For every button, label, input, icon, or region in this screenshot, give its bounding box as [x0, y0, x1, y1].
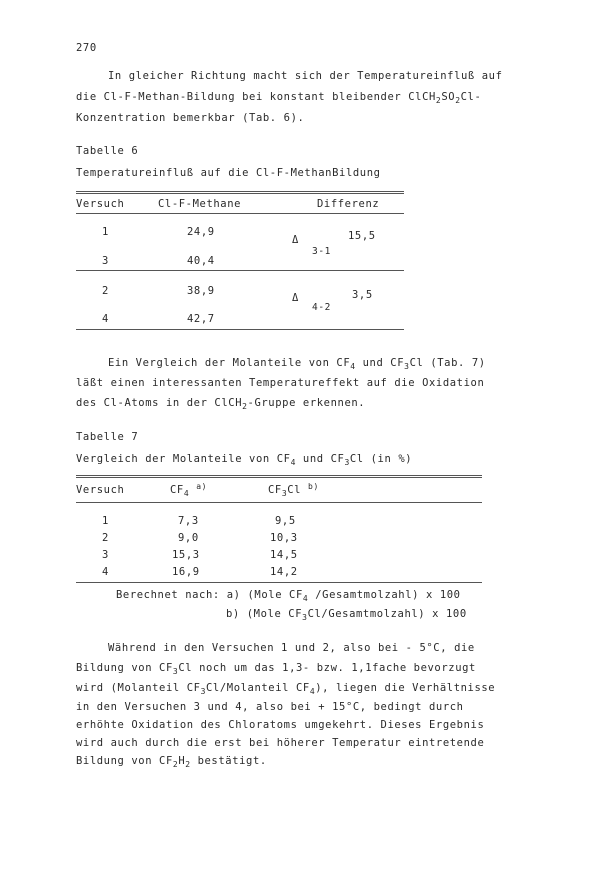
table6-row2-versuch: 3 — [102, 255, 109, 267]
table6-row4-versuch: 4 — [102, 313, 109, 325]
para3-line4: in den Versuchen 3 und 4, also bei + 15°C, bedingt durch — [76, 701, 464, 713]
table7-header-rule — [76, 502, 482, 503]
para3-line2: Bildung von $CF_3Cl$ noch um das 1,3- bzw. 1,1fache bevorzugt — [76, 662, 476, 676]
para2-line2: läßt einen interessanten Temperatureffekt auf die Oxidation — [76, 377, 485, 389]
table7-row2-cf4: 9,0 — [178, 532, 199, 544]
table6-mid-rule — [76, 270, 404, 271]
table6-diff1-value: 15,5 — [348, 230, 376, 242]
table7-header-versuch: Versuch — [76, 484, 125, 496]
table7-header-cf3cl: $CF_3Cl$ $^{b)}$ — [268, 482, 319, 498]
table6-row1-versuch: 1 — [102, 226, 109, 238]
table7-row3-cf4: 15,3 — [172, 549, 200, 561]
table7-row3-cf3cl: 14,5 — [270, 549, 298, 561]
para3-line3: wird (Molanteil $CF_3Cl$/Molanteil $CF_4$), liegen die Verhältnisse — [76, 682, 496, 696]
table6-row4-value: 42,7 — [187, 313, 215, 325]
table6-row2-value: 40,4 — [187, 255, 215, 267]
para1-line2: die Cl-F-Methan-Bildung bei konstant bleibender $ClCH_2SO_2Cl-$ — [76, 91, 482, 105]
table7-caption: Vergleich der Molanteile von $CF_4$ und $CF_3Cl$ (in %) — [76, 453, 413, 467]
table7-row4-cf3cl: 14,2 — [270, 566, 298, 578]
para1-line1: In gleicher Richtung macht sich der Temperatureinfluß auf — [108, 70, 503, 82]
table7-bottom-rule — [76, 582, 482, 583]
table6-top-rule — [76, 191, 404, 192]
table6-header-versuch: Versuch — [76, 198, 125, 210]
table7-top-rule — [76, 475, 482, 476]
page-number: 270 — [76, 42, 97, 54]
para3-line5: erhöhte Oxidation des Chloratoms umgekehrt. Dieses Ergebnis — [76, 719, 485, 731]
table7-row2-cf3cl: 10,3 — [270, 532, 298, 544]
table7-note-a: Berechnet nach: a) (Mole $CF_4$ /Gesamtmolzahl) x 100 — [116, 589, 461, 603]
table7-row3-versuch: 3 — [102, 549, 109, 561]
table6-diff1-sub: 3-1 — [312, 246, 331, 257]
table6-label: Tabelle 6 — [76, 145, 139, 157]
para2-line1: Ein Vergleich der Molanteile von $CF_4$ und $CF_3Cl$ (Tab. 7) — [108, 357, 486, 371]
table6-header-rule — [76, 213, 404, 214]
table7-top-rule-2 — [76, 477, 482, 478]
table7-row1-cf3cl: 9,5 — [275, 515, 296, 527]
para3-line6: wird auch durch die erst bei höherer Temperatur eintretende — [76, 737, 485, 749]
table6-header-methane: Cl-F-Methane — [158, 198, 242, 210]
para2-line3: des Cl-Atoms in der ClCH$_2$-Gruppe erkennen. — [76, 397, 366, 411]
table6-row3-versuch: 2 — [102, 285, 109, 297]
table6-diff1-symbol: Δ — [292, 234, 299, 246]
table7-row4-versuch: 4 — [102, 566, 109, 578]
table6-row1-value: 24,9 — [187, 226, 215, 238]
table6-caption: Temperatureinfluß auf die Cl-F-MethanBildung — [76, 167, 381, 179]
table6-diff2-sub: 4-2 — [312, 302, 331, 313]
table6-diff2-value: 3,5 — [352, 289, 373, 301]
table7-row1-versuch: 1 — [102, 515, 109, 527]
table6-bottom-rule — [76, 329, 404, 330]
table7-row2-versuch: 2 — [102, 532, 109, 544]
para3-line1: Während in den Versuchen 1 und 2, also bei - 5°C, die — [108, 642, 475, 654]
table6-diff2-symbol: Δ — [292, 292, 299, 304]
para1-line3: Konzentration bemerkbar (Tab. 6). — [76, 112, 305, 124]
table7-header-cf4: $CF_4$ $^{a)}$ — [170, 482, 208, 498]
table7-note-b: b) (Mole $CF_3Cl/Gesamtmolzahl$) x 100 — [226, 608, 467, 622]
table6-row3-value: 38,9 — [187, 285, 215, 297]
table7-row4-cf4: 16,9 — [172, 566, 200, 578]
table7-row1-cf4: 7,3 — [178, 515, 199, 527]
table6-header-differenz: Differenz — [317, 198, 380, 210]
para3-line7: Bildung von $CF_2H_2$ bestätigt. — [76, 755, 267, 769]
table7-label: Tabelle 7 — [76, 431, 139, 443]
table6-top-rule-2 — [76, 193, 404, 194]
